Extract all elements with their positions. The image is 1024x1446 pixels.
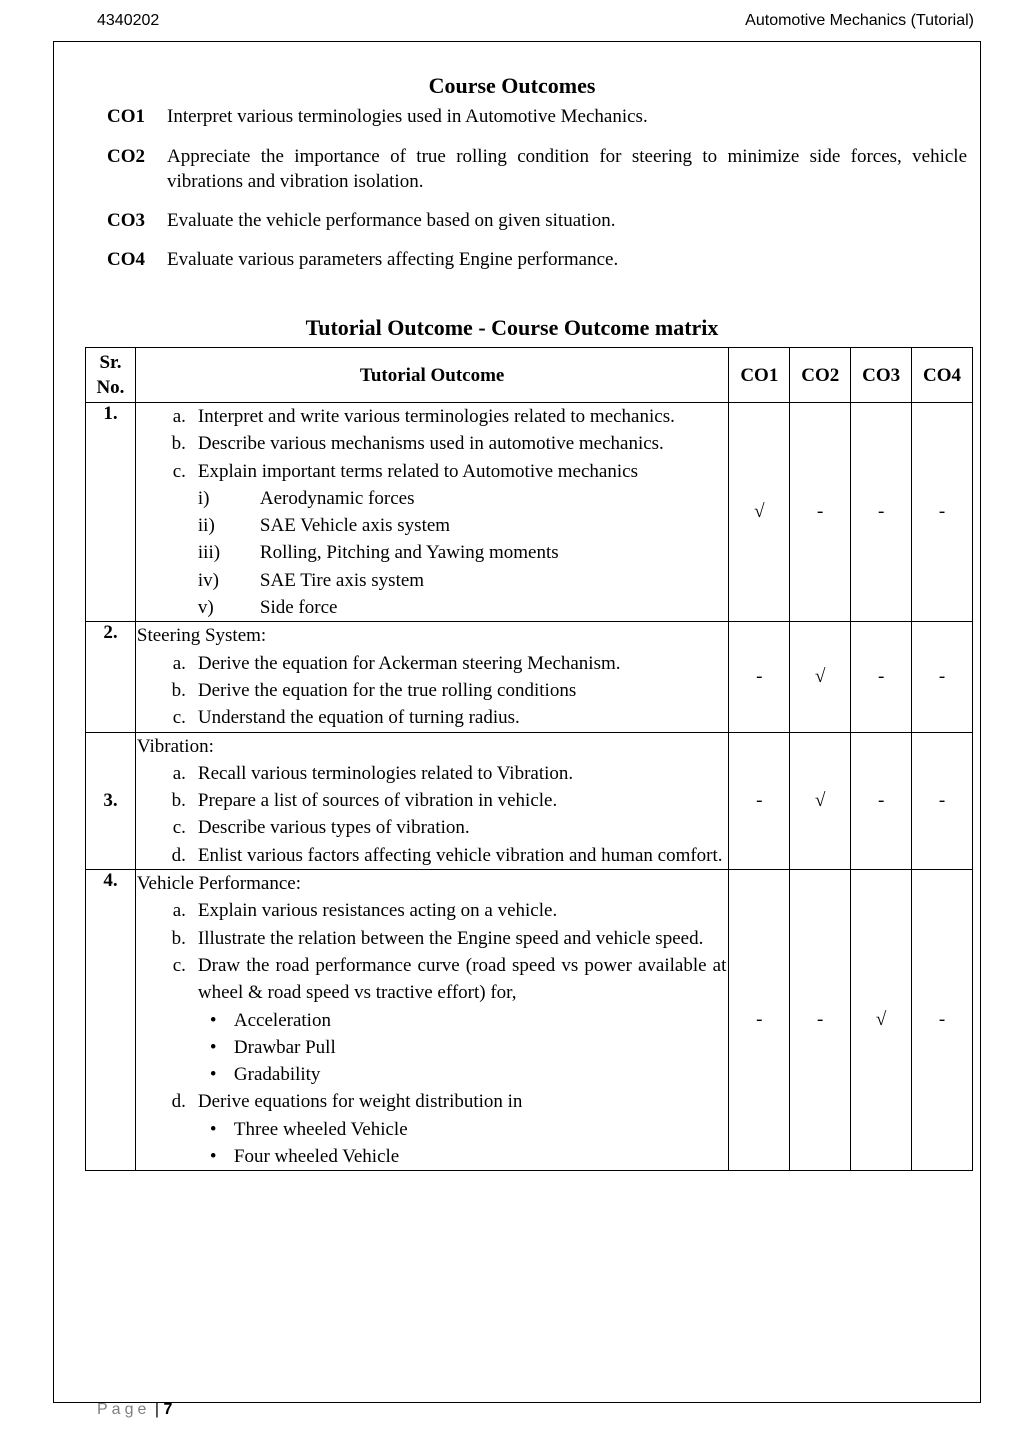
- header-subject: Automotive Mechanics (Tutorial): [745, 12, 974, 29]
- course-outcomes-title: Course Outcomes: [428, 73, 596, 98]
- item-label: b.: [171, 433, 186, 455]
- item-text: Derive the equation for the true rolling conditions: [197, 679, 577, 701]
- bullet-icon: •: [209, 1118, 217, 1140]
- sub-item-label: ii): [197, 515, 215, 537]
- bullet-item: [136, 1061, 728, 1088]
- sub-item-text: Rolling, Pitching and Yawing moments: [259, 542, 559, 564]
- co1-mark: -: [729, 622, 790, 732]
- table-row: [86, 870, 973, 1171]
- bullet-text: Four wheeled Vehicle: [233, 1146, 400, 1168]
- item-label: b.: [171, 790, 186, 812]
- co1-mark: √: [729, 403, 790, 622]
- item-label: a.: [172, 900, 186, 922]
- list-item: [136, 1088, 728, 1115]
- row-outcome: [135, 622, 728, 732]
- header-course-code: 4340202: [97, 12, 160, 29]
- item-text: Prepare a list of sources of vibration in vehicle.: [197, 790, 558, 812]
- bullet-text: Acceleration: [233, 1009, 331, 1031]
- co-code: CO1: [107, 106, 145, 127]
- sub-item: [136, 567, 728, 594]
- item-text: Draw the road performance curve (road speed vs power available at wheel & road speed vs tractive effort) for,: [197, 954, 727, 1004]
- item-label: c.: [172, 954, 186, 976]
- sub-item: [136, 539, 728, 566]
- list-item: [136, 458, 728, 485]
- table-header-row: [86, 348, 973, 403]
- co-text: Evaluate various parameters affecting Engine performance.: [167, 249, 619, 270]
- sub-item: [136, 512, 728, 539]
- list-item: [136, 925, 728, 952]
- sub-item-label: iv): [197, 569, 220, 591]
- list-item: [136, 677, 728, 704]
- list-item: [136, 403, 728, 430]
- table-row: [86, 732, 973, 869]
- header-sr-no: Sr. No.: [86, 348, 136, 403]
- bullet-item: [136, 1143, 728, 1170]
- co-code: CO4: [107, 249, 145, 270]
- row-heading: Vehicle Performance:: [136, 873, 301, 895]
- co1-mark: -: [729, 732, 790, 869]
- list-item: [136, 704, 728, 731]
- sub-item: [136, 594, 728, 621]
- item-text: Illustrate the relation between the Engine speed and vehicle speed.: [197, 927, 704, 949]
- item-text: Understand the equation of turning radius.: [197, 707, 520, 729]
- list-item: [136, 650, 728, 677]
- course-outcome-co1: [107, 104, 967, 129]
- bullet-item: [136, 1034, 728, 1061]
- page-footer: [97, 1401, 172, 1419]
- co-code: CO3: [107, 210, 145, 231]
- list-item: [136, 760, 728, 787]
- item-label: a.: [172, 406, 186, 427]
- co4-mark: -: [912, 622, 973, 732]
- header-co3: CO3: [851, 348, 912, 403]
- row-heading: Vibration:: [136, 735, 214, 757]
- co4-mark: -: [912, 403, 973, 622]
- sub-item-label: i): [197, 487, 210, 509]
- co-text: Interpret various terminologies used in Automotive Mechanics.: [167, 106, 648, 127]
- header-tutorial-outcome: Tutorial Outcome: [135, 348, 728, 403]
- course-outcome-co3: [107, 208, 967, 233]
- bullet-text: Gradability: [233, 1064, 321, 1086]
- sub-item-text: Side force: [259, 597, 338, 619]
- list-item: [136, 430, 728, 457]
- page-separator: |: [154, 1401, 159, 1418]
- item-label: c.: [172, 460, 186, 482]
- co-text: Evaluate the vehicle performance based on given situation.: [167, 210, 616, 231]
- table-row: [86, 403, 973, 622]
- item-text: Explain various resistances acting on a vehicle.: [197, 900, 558, 922]
- row-sr-no: 4.: [86, 870, 136, 1171]
- page-word: Page: [97, 1401, 151, 1418]
- co2-mark: -: [790, 870, 851, 1171]
- item-label: d.: [171, 1091, 186, 1113]
- co3-mark: -: [851, 732, 912, 869]
- co2-mark: √: [790, 622, 851, 732]
- co4-mark: -: [912, 870, 973, 1171]
- item-text: Interpret and write various terminologies related to mechanics.: [197, 406, 675, 427]
- list-item: [136, 952, 728, 1007]
- item-text: Explain important terms related to Automotive mechanics: [197, 460, 638, 482]
- co3-mark: -: [851, 622, 912, 732]
- item-label: b.: [171, 927, 186, 949]
- bullet-icon: •: [209, 1064, 217, 1086]
- item-text: Derive the equation for Ackerman steering Mechanism.: [197, 652, 621, 674]
- sub-item-text: Aerodynamic forces: [259, 487, 415, 509]
- co3-mark: -: [851, 403, 912, 622]
- row-sr-no: 2.: [86, 622, 136, 732]
- header-co1: CO1: [729, 348, 790, 403]
- list-item: [136, 814, 728, 841]
- bullet-text: Three wheeled Vehicle: [233, 1118, 408, 1140]
- page-number: 7: [163, 1401, 173, 1418]
- sub-item-text: SAE Vehicle axis system: [259, 515, 451, 537]
- outcome-matrix-table: [85, 347, 973, 1171]
- sub-item-text: SAE Tire axis system: [259, 569, 425, 591]
- co3-mark: √: [851, 870, 912, 1171]
- course-outcome-co4: [107, 247, 967, 272]
- row-sr-no: 1.: [86, 403, 136, 622]
- sub-item-label: v): [197, 597, 214, 619]
- header-co4: CO4: [912, 348, 973, 403]
- list-item: [136, 897, 728, 924]
- co1-mark: -: [729, 870, 790, 1171]
- co-code: CO2: [107, 146, 145, 167]
- item-text: Derive equations for weight distribution in: [197, 1091, 523, 1113]
- co4-mark: -: [912, 732, 973, 869]
- co-text: Appreciate the importance of true rolling condition for steering to minimize side forces, vehicle vibrations and vibration isolation.: [167, 146, 967, 192]
- item-label: b.: [171, 679, 186, 701]
- co2-mark: √: [790, 732, 851, 869]
- list-item: [136, 787, 728, 814]
- sub-item-label: iii): [197, 542, 221, 564]
- bullet-item: [136, 1116, 728, 1143]
- course-outcome-co2: [107, 144, 967, 194]
- matrix-title: Tutorial Outcome - Course Outcome matrix: [305, 315, 719, 340]
- row-outcome: [135, 732, 728, 869]
- item-text: Describe various mechanisms used in automotive mechanics.: [197, 433, 664, 455]
- row-heading: Steering System:: [136, 625, 267, 647]
- item-label: c.: [172, 817, 186, 839]
- bullet-icon: •: [209, 1146, 217, 1168]
- row-outcome: [135, 870, 728, 1171]
- row-sr-no: 3.: [86, 732, 136, 869]
- item-text: Recall various terminologies related to Vibration.: [197, 762, 574, 784]
- co2-mark: -: [790, 403, 851, 622]
- bullet-icon: •: [209, 1009, 217, 1031]
- row-outcome: [135, 403, 728, 622]
- sub-item: [136, 485, 728, 512]
- item-text: Enlist various factors affecting vehicle vibration and human comfort.: [197, 844, 723, 866]
- bullet-text: Drawbar Pull: [233, 1036, 336, 1058]
- table-row: [86, 622, 973, 732]
- item-label: d.: [171, 844, 186, 866]
- item-text: Describe various types of vibration.: [197, 817, 470, 839]
- bullet-icon: •: [209, 1036, 217, 1058]
- item-label: a.: [172, 762, 186, 784]
- bullet-item: [136, 1007, 728, 1034]
- item-label: a.: [172, 652, 186, 674]
- header-co2: CO2: [790, 348, 851, 403]
- item-label: c.: [172, 707, 186, 729]
- list-item: [136, 842, 728, 869]
